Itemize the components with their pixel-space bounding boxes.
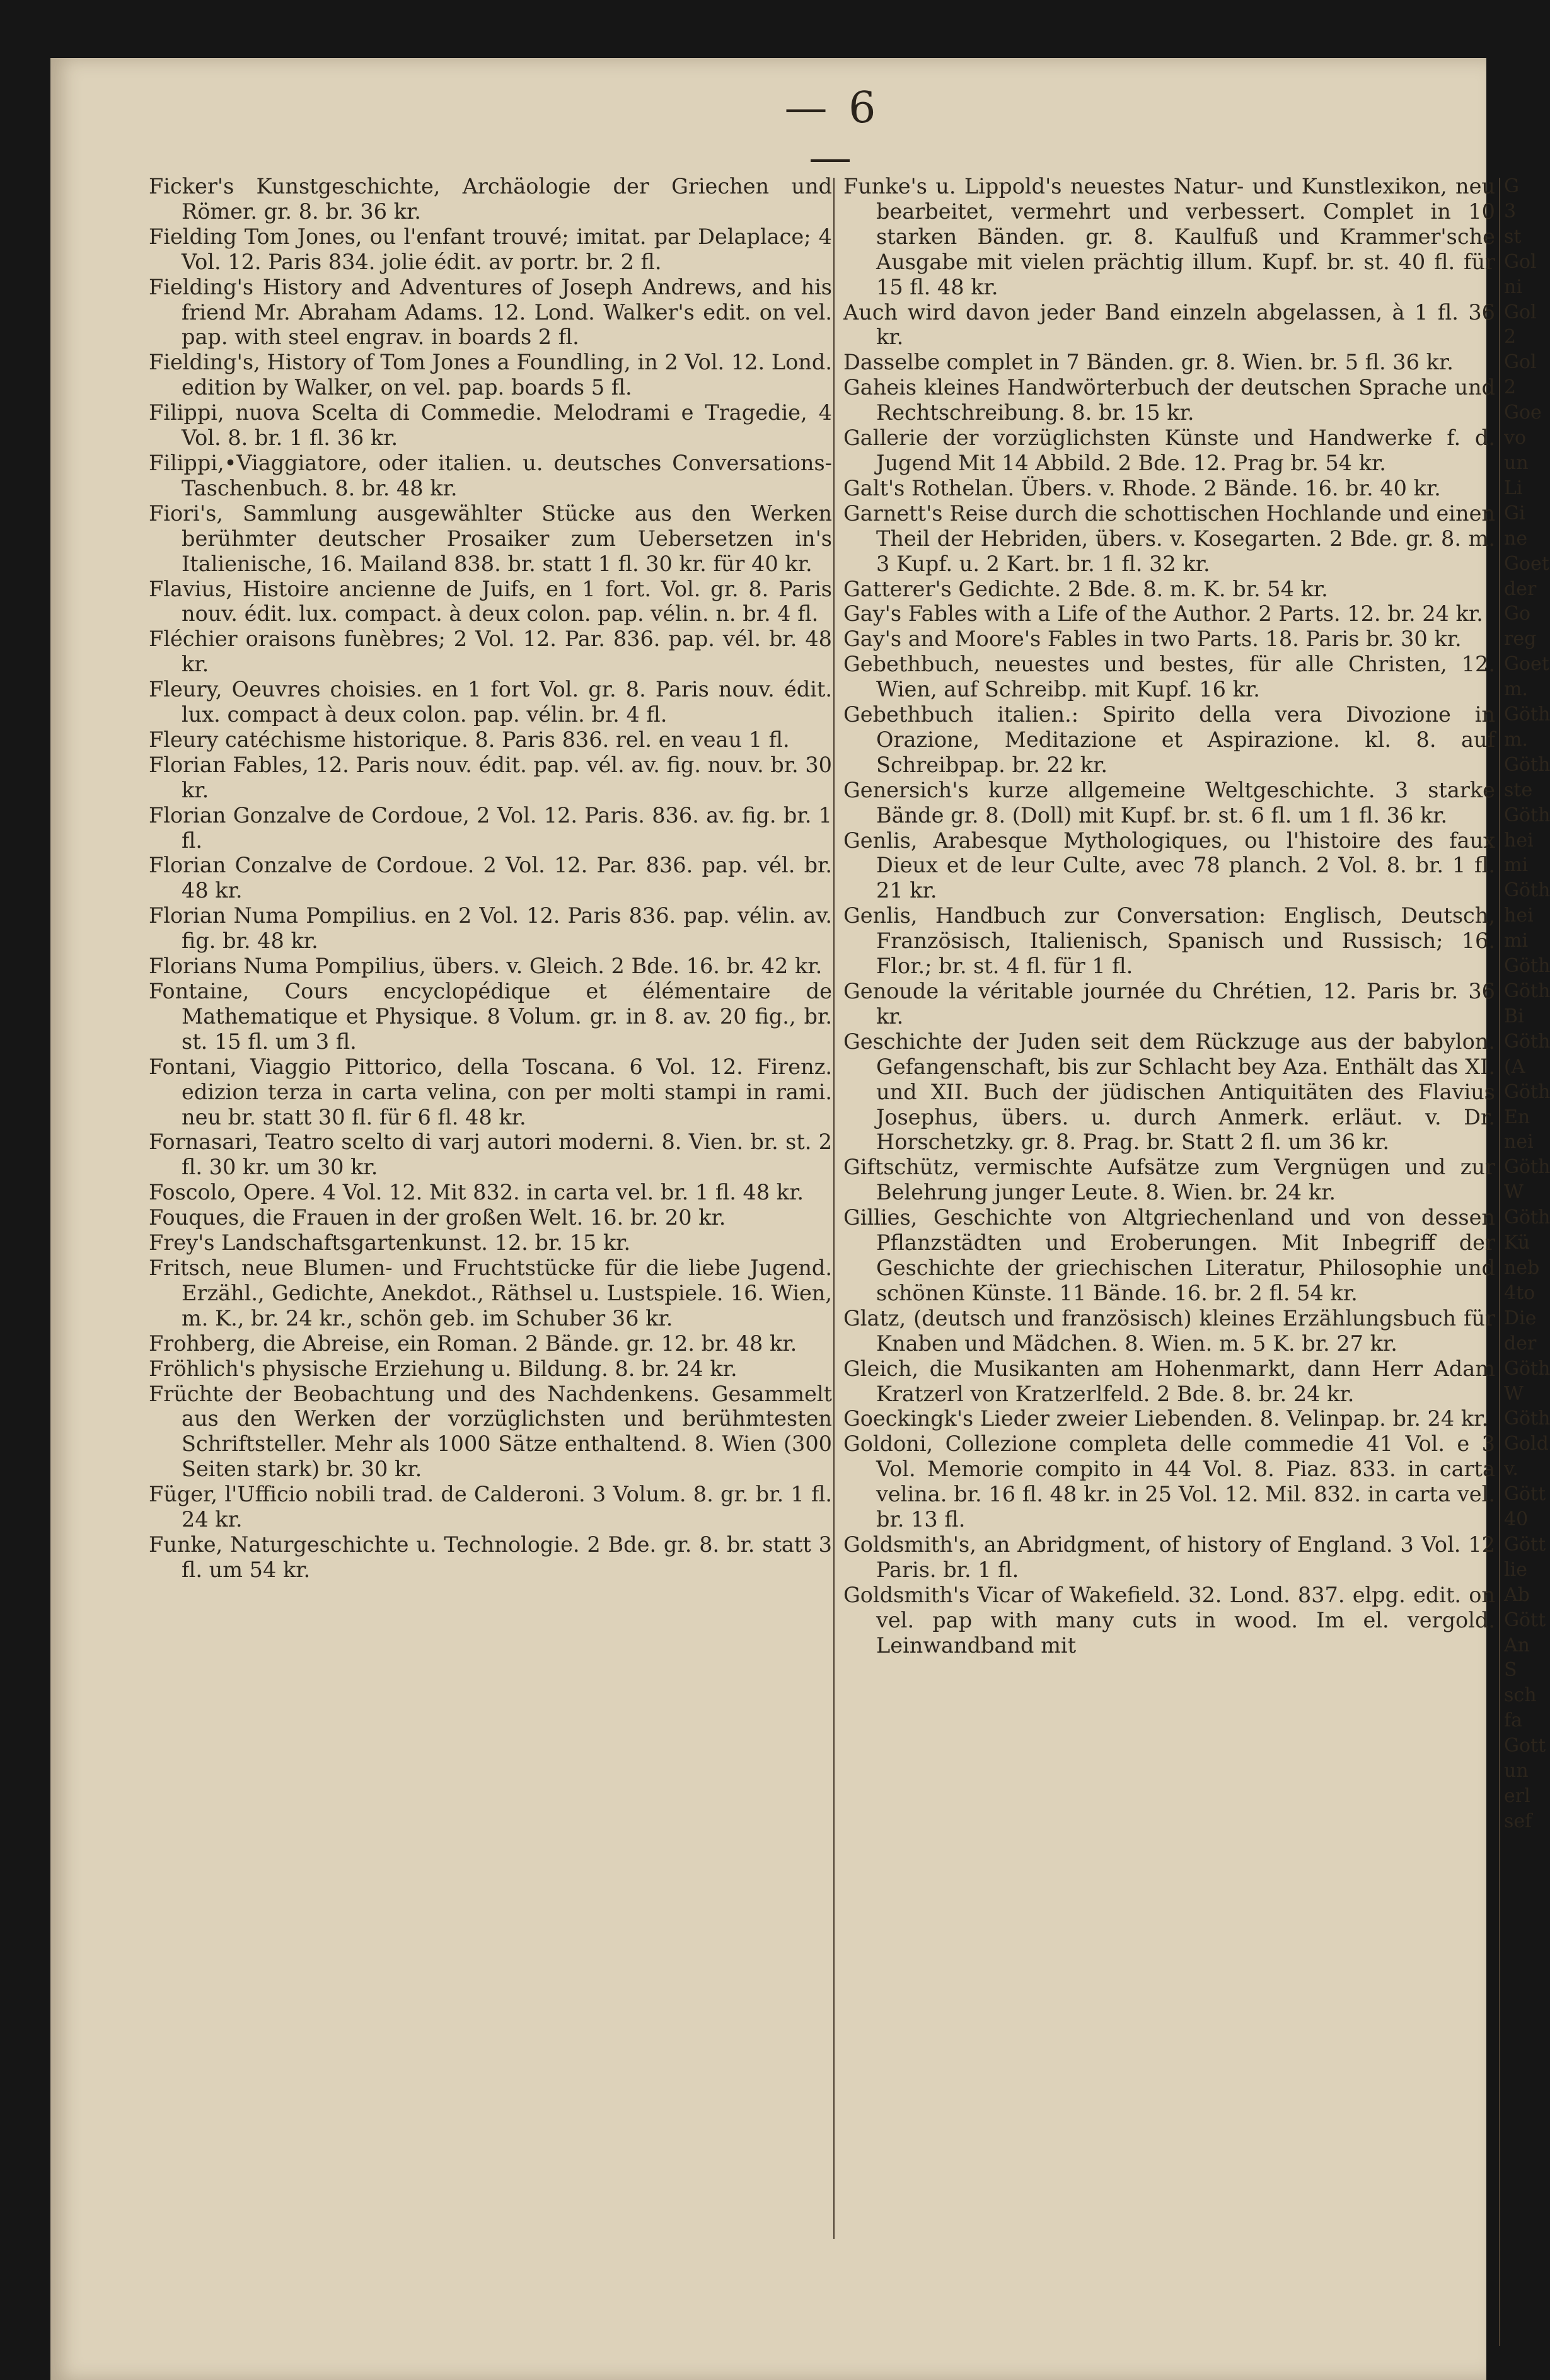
catalogue-entry: Fontaine, Cours encyclopédique et élémentaire de Mathematique et Physique. 8 Volum. gr. in 8. av. 20 fig., br. st. 15 fl. um 3 fl.	[149, 979, 832, 1054]
right-column-fragment: m.	[1504, 728, 1528, 751]
right-column-fragment: Goet	[1504, 552, 1549, 575]
right-column-fragment: vo	[1504, 427, 1527, 449]
right-column-fragment: Göth	[1504, 1407, 1550, 1430]
catalogue-entry: Dasselbe complet in 7 Bänden. gr. 8. Wien. br. 5 fl. 36 kr.	[843, 350, 1454, 375]
catalogue-entry: Gaheis kleines Handwörterbuch der deutschen Sprache und Rechtschreibung. 8. br. 15 kr.	[843, 375, 1495, 425]
right-column-fragment: reg	[1504, 628, 1537, 650]
catalogue-entry: Florian Numa Pompilius. en 2 Vol. 12. Paris 836. pap. vélin. av. fig. br. 48 kr.	[149, 903, 832, 954]
right-column-fragment: Gott	[1504, 1735, 1546, 1757]
right-column-fragment: 2	[1504, 376, 1517, 399]
right-column-fragment: 2	[1504, 326, 1517, 349]
right-column-fragment: hei	[1504, 829, 1534, 852]
catalogue-entry: Gay's and Moore's Fables in two Parts. 18. Paris br. 30 kr.	[843, 627, 1462, 652]
right-column-fragment: m.	[1504, 678, 1528, 701]
right-column-fragment: Göth	[1504, 1156, 1550, 1179]
right-column-fragment: 3	[1504, 200, 1517, 222]
right-column-fragment: un	[1504, 1760, 1529, 1782]
catalogue-entry: Fleury, Oeuvres choisies. en 1 fort Vol. gr. 8. Paris nouv. édit. lux. compact à deux colon. pap. vélin. br. 4 fl.	[149, 677, 832, 727]
catalogue-entry: Fielding Tom Jones, ou l'enfant trouvé; imitat. par Delaplace; 4 Vol. 12. Paris 834. jolie édit. av portr. br. 2 fl.	[149, 224, 832, 274]
catalogue-entry: Genersich's kurze allgemeine Weltgeschichte. 3 starke Bände gr. 8. (Doll) mit Kupf. br. st. 6 fl. um 1 fl. 36 kr.	[843, 777, 1495, 828]
right-column-fragment: En	[1504, 1106, 1530, 1128]
catalogue-entry: Florians Numa Pompilius, übers. v. Gleich. 2 Bde. 16. br. 42 kr.	[149, 954, 823, 979]
catalogue-entry: Filippi, nuova Scelta di Commedie. Melodrami e Tragedie, 4 Vol. 8. br. 1 fl. 36 kr.	[149, 400, 832, 451]
catalogue-entry: Funke, Naturgeschichte u. Technologie. 2 Bde. gr. 8. br. statt 3 fl. um 54 kr.	[149, 1532, 832, 1582]
right-column-fragment: S	[1504, 1659, 1517, 1682]
catalogue-entry: Fritsch, neue Blumen- und Fruchtstücke für die liebe Jugend. Erzähl., Gedichte, Anekdot., Räthsel u. Lustspiele. 16. Wien, m. K., br. 24 kr., schön geb. im Schuber 36 kr.	[149, 1255, 832, 1331]
catalogue-entry: Frey's Landschaftsgartenkunst. 12. br. 15 kr.	[149, 1230, 631, 1256]
right-column-fragment: ste	[1504, 778, 1533, 801]
right-column-fragment: W	[1504, 1181, 1524, 1204]
right-column-fragment: Goe	[1504, 401, 1542, 424]
book-catalogue-page	[50, 58, 1550, 2380]
catalogue-entry: Fontani, Viaggio Pittorico, della Toscana. 6 Vol. 12. Firenz. edizion terza in carta velina, con per molti stampi in rami. neu br. statt 30 fl. für 6 fl. 48 kr.	[149, 1054, 832, 1129]
catalogue-entry: Gallerie der vorzüglichsten Künste und Handwerke f. d. Jugend Mit 14 Abbild. 2 Bde. 12. Prag br. 54 kr.	[843, 425, 1495, 475]
catalogue-entry: Florian Conzalve de Cordoue. 2 Vol. 12. Par. 836. pap. vél. br. 48 kr.	[149, 853, 832, 903]
right-column-fragment: erl	[1504, 1785, 1530, 1807]
right-column-fragment: Gol	[1504, 250, 1537, 273]
right-column-fragment: mi	[1504, 930, 1529, 952]
catalogue-entry: Fiori's, Sammlung ausgewählter Stücke aus den Werken berühmter deutscher Prosaiker zum Uebersetzen in's Italienische, 16. Mailand 838. br. statt 1 fl. 30 kr. für 40 kr.	[149, 500, 832, 576]
catalogue-entry: Gay's Fables with a Life of the Author. 2 Parts. 12. br. 24 kr.	[843, 601, 1483, 627]
right-column-fragment: Göth	[1504, 879, 1550, 902]
right-column-fragment: Go	[1504, 603, 1531, 625]
right-column-fragment: v.	[1504, 1458, 1518, 1481]
right-column-fragment: sef	[1504, 1810, 1532, 1832]
right-column-fragment: 40	[1504, 1508, 1529, 1531]
left-column	[149, 174, 832, 2336]
right-column-fragment: Gol	[1504, 351, 1537, 374]
right-column-fragment: Göth	[1504, 980, 1550, 1002]
catalogue-entry: Ficker's Kunstgeschichte, Archäologie der Griechen und Römer. gr. 8. br. 36 kr.	[149, 174, 832, 224]
right-column-fragment: Göth	[1504, 1357, 1550, 1380]
right-column-fragment: ni	[1504, 275, 1522, 298]
right-column-fragment: Gol	[1504, 301, 1537, 323]
catalogue-entry: Fielding's History and Adventures of Joseph Andrews, and his friend Mr. Abraham Adams. 12. Lond. Walker's edit. on vel. pap. with steel engrav. in boards 2 fl.	[149, 274, 832, 350]
right-column-fragment: (A	[1504, 1055, 1525, 1078]
catalogue-entry: Goldsmith's Vicar of Wakefield. 32. Lond. 837. elpg. edit. on vel. pap with many cuts in wood. Im el. vergold. Leinwandband mit	[843, 1582, 1495, 1658]
catalogue-entry: Gleich, die Musikanten am Hohenmarkt, dann Herr Adam Kratzerl von Kratzerlfeld. 2 Bde. 8. br. 24 kr.	[843, 1356, 1495, 1406]
catalogue-entry: Florian Fables, 12. Paris nouv. édit. pap. vél. av. fig. nouv. br. 30 kr.	[149, 752, 832, 802]
catalogue-entry: Frohberg, die Abreise, ein Roman. 2 Bände. gr. 12. br. 48 kr.	[149, 1331, 797, 1356]
catalogue-entry: Auch wird davon jeder Band einzeln abgelassen, à 1 fl. 36 kr.	[843, 299, 1495, 350]
right-column-fragment: fa	[1504, 1709, 1522, 1732]
right-column-fragment: Kü	[1504, 1232, 1530, 1254]
right-column-fragment: Gött	[1504, 1483, 1546, 1506]
catalogue-entry: Genlis, Arabesque Mythologiques, ou l'histoire des faux Dieux et de leur Culte, avec 78 planch. 2 Vol. 8. br. 1 fl. 21 kr.	[843, 828, 1495, 903]
catalogue-entry: Fröhlich's physische Erziehung u. Bildung. 8. br. 24 kr.	[149, 1356, 737, 1381]
catalogue-entry: Gatterer's Gedichte. 2 Bde. 8. m. K. br. 54 kr.	[843, 576, 1328, 601]
right-column-fragment: G	[1504, 175, 1519, 197]
right-column-fragment: W	[1504, 1382, 1524, 1405]
catalogue-entry: Fornasari, Teatro scelto di varj autori moderni. 8. Vien. br. st. 2 fl. 30 kr. um 30 kr.	[149, 1129, 832, 1180]
catalogue-entry: Gebethbuch, neuestes und bestes, für alle Christen, 12. Wien, auf Schreibp. mit Kupf. 16 kr.	[843, 652, 1495, 702]
right-column-fragment: mi	[1504, 854, 1529, 877]
right-column-fragment: Göth	[1504, 1080, 1550, 1103]
right-column-fragment: neb	[1504, 1256, 1540, 1279]
catalogue-entry: Füger, l'Ufficio nobili trad. de Calderoni. 3 Volum. 8. gr. br. 1 fl. 24 kr.	[149, 1482, 832, 1532]
right-column-fragment: Li	[1504, 477, 1523, 499]
catalogue-entry: Galt's Rothelan. Übers. v. Rhode. 2 Bände. 16. br. 40 kr.	[843, 475, 1441, 500]
right-column-fragment: Göth	[1504, 1030, 1550, 1053]
catalogue-entry: Glatz, (deutsch und französisch) kleines Erzählungsbuch für Knaben und Mädchen. 8. Wien. m. 5 K. br. 27 kr.	[843, 1305, 1495, 1356]
right-column-fragment: hei	[1504, 904, 1534, 927]
column-divider-left	[833, 178, 835, 2239]
right-column-fragment: Göth	[1504, 753, 1550, 776]
right-column-fragment: Die	[1504, 1307, 1537, 1329]
right-column-fragment: der	[1504, 1332, 1537, 1355]
right-column-fragment: Gött	[1504, 1609, 1546, 1631]
catalogue-entry: Gillies, Geschichte von Altgriechenland und von dessen Pflanzstädten und Eroberungen. Mit Inbegriff der Geschichte der griechischen Literatur, Philosophie und schönen Künste. 11 Bände. 16. br. 2 fl. 54 kr.	[843, 1205, 1495, 1305]
catalogue-entry: Garnett's Reise durch die schottischen Hochlande und einen Theil der Hebriden, übers. v. Kosegarten. 2 Bde. gr. 8. m. 3 Kupf. u. 2 Kart. br. 1 fl. 32 kr.	[843, 500, 1495, 576]
catalogue-entry: Goeckingk's Lieder zweier Liebenden. 8. Velinpap. br. 24 kr.	[843, 1406, 1489, 1431]
right-column-fragment: Göth	[1504, 703, 1550, 726]
catalogue-entry: Fouques, die Frauen in der großen Welt. 16. br. 20 kr.	[149, 1205, 726, 1230]
right-column-fragment: un	[1504, 451, 1529, 474]
right-column-fragment: Gold	[1504, 1433, 1549, 1455]
catalogue-entry: Florian Gonzalve de Cordoue, 2 Vol. 12. Paris. 836. av. fig. br. 1 fl.	[149, 802, 832, 853]
catalogue-entry: Genoude la véritable journée du Chrétien, 12. Paris br. 36 kr.	[843, 979, 1495, 1029]
right-column-fragment: Gi	[1504, 502, 1525, 524]
right-column-fragment: Göth	[1504, 1206, 1550, 1229]
right-column-fragment: Ab	[1504, 1583, 1530, 1606]
right-column-fragment: lie	[1504, 1558, 1527, 1581]
catalogue-entry: Fleury catéchisme historique. 8. Paris 836. rel. en veau 1 fl.	[149, 727, 790, 752]
right-column-fragment: 4to	[1504, 1281, 1536, 1304]
right-column-fragment: Göth	[1504, 955, 1550, 978]
right-column-fragment: sch	[1504, 1684, 1537, 1707]
catalogue-entry: Goldoni, Collezione completa delle commedie 41 Vol. e 3 Vol. Memorie compito in 44 Vol. 8. Piaz. 833. in carta velina. br. 16 fl. 48 kr. in 25 Vol. 12. Mil. 832. in carta vel. br. 13 fl.	[843, 1431, 1495, 1532]
right-column-fragment: nei	[1504, 1131, 1534, 1153]
right-column-fragment: st	[1504, 225, 1522, 248]
catalogue-entry: Flavius, Histoire ancienne de Juifs, en 1 fort. Vol. gr. 8. Paris nouv. édit. lux. compact. à deux colon. pap. vélin. n. br. 4 fl.	[149, 576, 832, 627]
right-column-fragment: Gött	[1504, 1533, 1546, 1556]
catalogue-entry: Fléchier oraisons funèbres; 2 Vol. 12. Par. 836. pap. vél. br. 48 kr.	[149, 627, 832, 677]
right-column-fragment: An	[1504, 1634, 1530, 1656]
catalogue-entry: Gebethbuch italien.: Spirito della vera Divozione in Orazione, Meditazione et Aspirazione. kl. 8. auf Schreibpap. br. 22 kr.	[843, 702, 1495, 777]
catalogue-entry: Funke's u. Lippold's neuestes Natur- und Kunstlexikon, neu bearbeitet, vermehrt und verbessert. Complet in 10 starken Bänden. gr. 8. Kaulfuß und Krammer'sche Ausgabe mit vielen prächtig illum. Kupf. br. st. 40 fl. für 15 fl. 48 kr.	[843, 174, 1495, 299]
catalogue-entry: Genlis, Handbuch zur Conversation: Englisch, Deutsch, Französisch, Italienisch, Spanisch und Russisch; 16. Flor.; br. st. 4 fl. für 1 fl.	[843, 903, 1495, 979]
catalogue-entry: Giftschütz, vermischte Aufsätze zum Vergnügen und zur Belehrung junger Leute. 8. Wien. br. 24 kr.	[843, 1155, 1495, 1205]
page-number: — 6 —	[784, 83, 880, 183]
right-column-cut-off	[1500, 174, 1550, 2336]
right-column-fragment: Bi	[1504, 1005, 1524, 1027]
catalogue-entry: Goldsmith's, an Abridgment, of history of England. 3 Vol. 12 Paris. br. 1 fl.	[843, 1532, 1495, 1582]
right-column-fragment: Goet	[1504, 653, 1549, 676]
middle-column	[843, 174, 1495, 2336]
catalogue-entry: Geschichte der Juden seit dem Rückzuge aus der babylon. Gefangenschaft, bis zur Schlacht bey Aza. Enthält das XI. und XII. Buch der jüdischen Antiquitäten des Flavius Josephus, übers. u. durch Anmerk. erläut. v. Dr. Horschetzky. gr. 8. Prag. br. Statt 2 fl. um 36 kr.	[843, 1029, 1495, 1155]
right-column-fragment: Göth	[1504, 804, 1550, 826]
right-column-fragment: der	[1504, 577, 1537, 600]
right-column-fragment: ne	[1504, 527, 1528, 550]
catalogue-entry: Früchte der Beobachtung und des Nachdenkens. Gesammelt aus den Werken der vorzüglichsten und berühmtesten Schriftsteller. Mehr als 1000 Sätze enthaltend. 8. Wien (300 Seiten stark) br. 30 kr.	[149, 1381, 832, 1482]
catalogue-entry: Filippi,•Viaggiatore, oder italien. u. deutsches Conversations-Taschenbuch. 8. br. 48 kr.	[149, 450, 832, 500]
catalogue-entry: Foscolo, Opere. 4 Vol. 12. Mit 832. in carta vel. br. 1 fl. 48 kr.	[149, 1180, 804, 1205]
catalogue-entry: Fielding's, History of Tom Jones a Foundling, in 2 Vol. 12. Lond. edition by Walker, on vel. pap. boards 5 fl.	[149, 350, 832, 400]
